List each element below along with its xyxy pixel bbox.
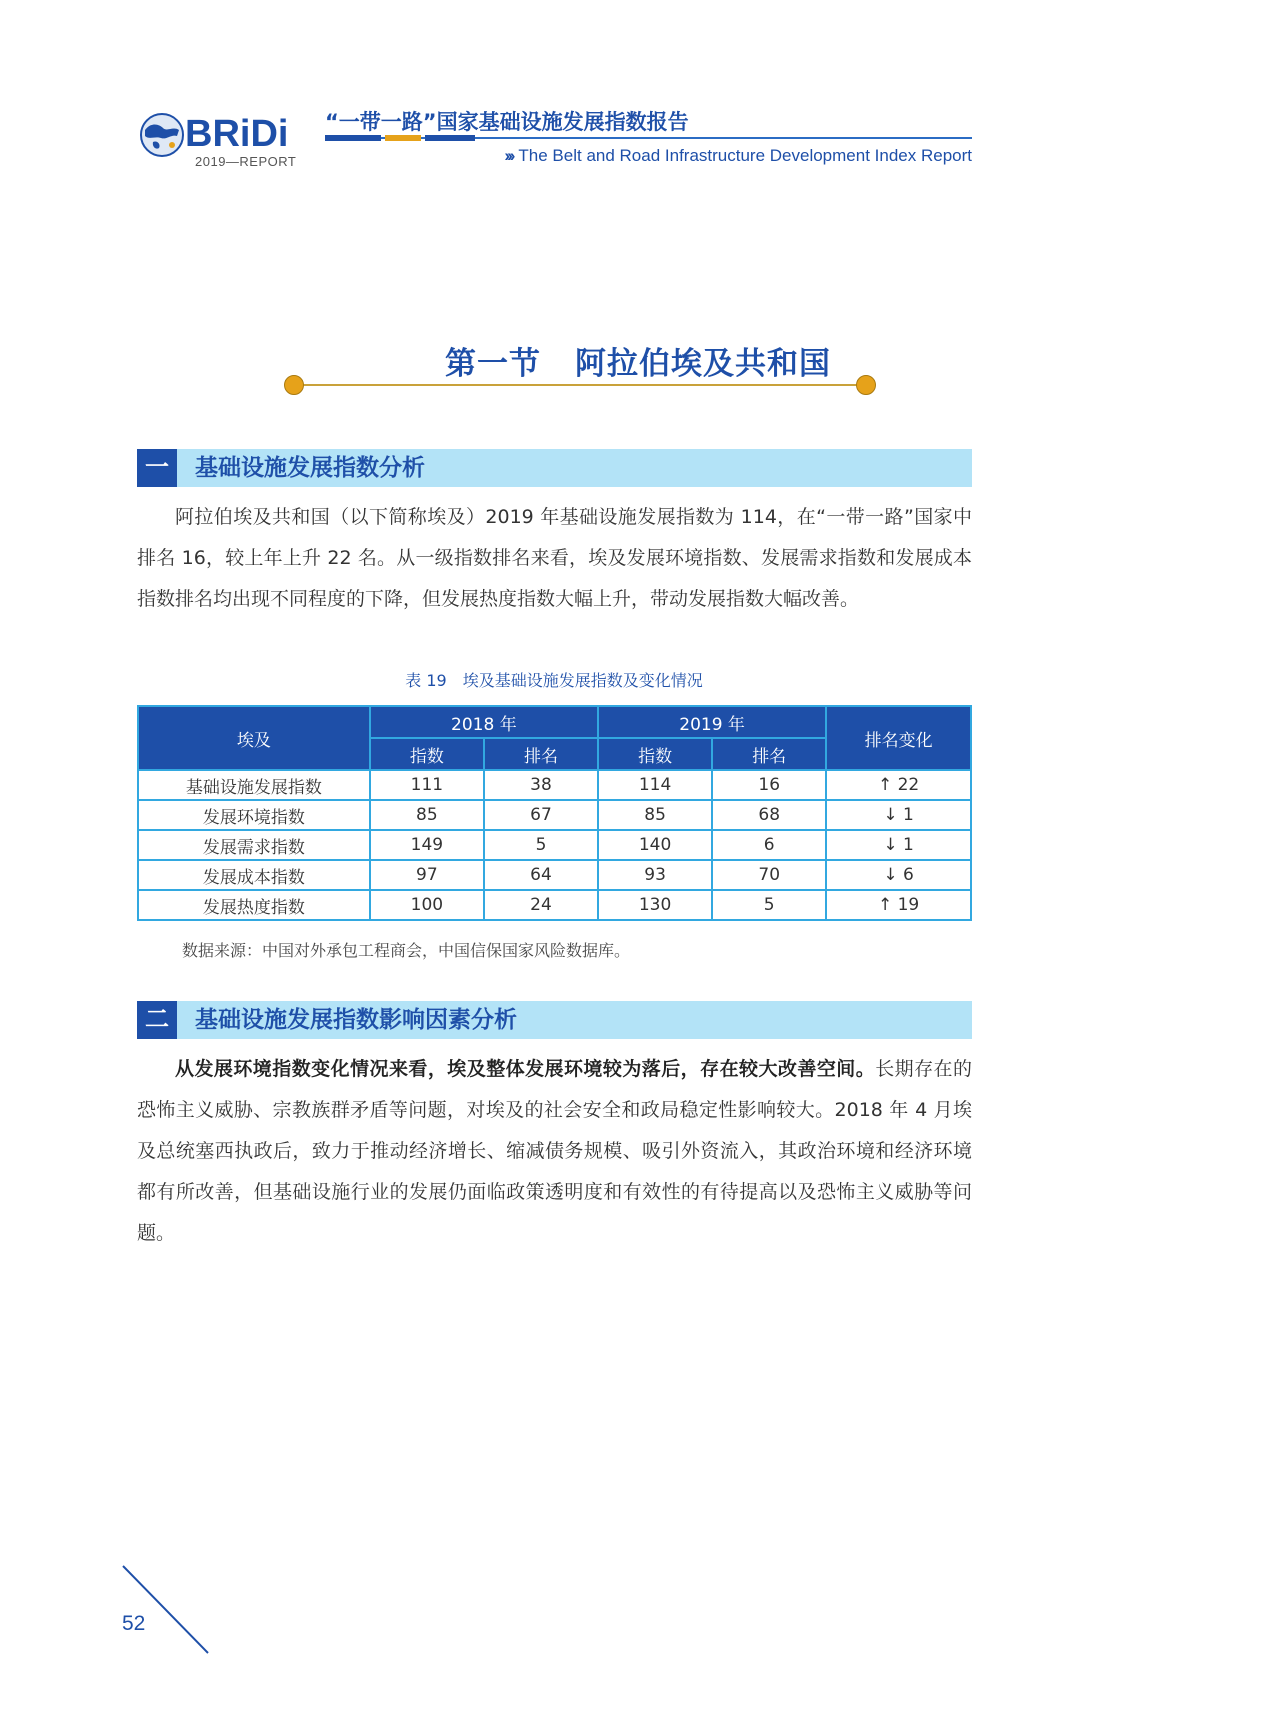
cell-index-2018: 149 [370, 830, 484, 860]
cell-index-2018: 85 [370, 800, 484, 830]
logo-wordmark: BRiDi [185, 113, 289, 155]
cell-index-2018: 97 [370, 860, 484, 890]
cell-rank-2018: 38 [484, 770, 598, 800]
section-name: 阿拉伯埃及共和国 [575, 346, 831, 382]
row-label: 发展环境指数 [138, 800, 370, 830]
chevron-right-icon: ››› [504, 146, 513, 165]
cell-rank-2019: 68 [712, 800, 826, 830]
table-header-2019: 2019 年 [598, 706, 826, 738]
page-header [137, 100, 972, 170]
report-title-en [504, 146, 972, 166]
section-title-underline [294, 384, 866, 386]
paragraph-body: 长期存在的恐怖主义威胁、宗教族群矛盾等问题，对埃及的社会安全和政局稳定性影响较大。2018 年 4 月埃及总统塞西执政后，致力于推动经济增长、缩减债务规模、吸引外资流入，其政治环境和经济环境都有所改善，但基础设施行业的发展仍面临政策透明度和有效性的有待提高以及恐怖主义威胁等问题。 [137, 1058, 972, 1244]
cell-index-2018: 100 [370, 890, 484, 920]
table-header-rank: 排名 [712, 738, 826, 770]
table-header-2018: 2018 年 [370, 706, 598, 738]
table-header-index: 指数 [370, 738, 484, 770]
bridi-logo [137, 108, 302, 170]
subsection-number: 二 [137, 1001, 177, 1039]
table-corner-header: 埃及 [138, 706, 370, 770]
table-source-note: 数据来源：中国对外承包工程商会，中国信保国家风险数据库。 [182, 941, 631, 960]
paragraph-1 [137, 497, 972, 620]
paragraph-text: 阿拉伯埃及共和国（以下简称埃及）2019 年基础设施发展指数为 114，在“一带一路”国家中排名 16，较上年上升 22 名。从一级指数排名来看，埃及发展环境指数、发展需求指数和发展成本指数排名均出现不同程度的下降，但发展热度指数大幅上升，带动发展指数大幅改善。 [137, 506, 972, 610]
paragraph-text [137, 1049, 972, 1254]
cell-index-2019: 140 [598, 830, 712, 860]
table-header-rank: 排名 [484, 738, 598, 770]
cell-rank-2018: 64 [484, 860, 598, 890]
logo-subtitle: 2019—REPORT [195, 154, 297, 169]
row-label: 发展成本指数 [138, 860, 370, 890]
subsection-heading-2 [137, 1001, 972, 1039]
title-dot-right-icon [856, 375, 876, 395]
paragraph-lead-sentence: 从发展环境指数变化情况来看，埃及整体发展环境较为落后，存在较大改善空间。 [175, 1058, 876, 1080]
section-number: 第一节 [445, 346, 541, 382]
cell-rank-2018: 24 [484, 890, 598, 920]
cell-index-2019: 85 [598, 800, 712, 830]
cell-rank-2018: 67 [484, 800, 598, 830]
table-row [138, 860, 971, 890]
section-title [0, 338, 1276, 383]
table-row [138, 800, 971, 830]
cell-rank-2019: 70 [712, 860, 826, 890]
cell-rank-2018: 5 [484, 830, 598, 860]
subsection-title: 基础设施发展指数影响因素分析 [195, 1007, 517, 1033]
row-label: 发展需求指数 [138, 830, 370, 860]
cell-rank-2019: 5 [712, 890, 826, 920]
table-row [138, 770, 971, 800]
header-divider-accent [325, 135, 475, 141]
cell-index-2019: 114 [598, 770, 712, 800]
table-row [138, 890, 971, 920]
cell-rank-change: ↓ 6 [826, 860, 971, 890]
cell-index-2019: 93 [598, 860, 712, 890]
cell-rank-2019: 6 [712, 830, 826, 860]
paragraph-2 [137, 1049, 972, 1254]
table-caption: 表 19 埃及基础设施发展指数及变化情况 [405, 671, 703, 690]
page-number: 52 [122, 1612, 146, 1635]
cell-rank-change: ↓ 1 [826, 830, 971, 860]
globe-icon [139, 112, 185, 158]
cell-rank-change: ↑ 22 [826, 770, 971, 800]
title-dot-left-icon [284, 375, 304, 395]
cell-index-2018: 111 [370, 770, 484, 800]
subsection-number: 一 [137, 449, 177, 487]
row-label: 发展热度指数 [138, 890, 370, 920]
table-header-change: 排名变化 [826, 706, 971, 770]
table-header-index: 指数 [598, 738, 712, 770]
cell-rank-change: ↓ 1 [826, 800, 971, 830]
report-title-cn: “一带一路”国家基础设施发展指数报告 [325, 110, 689, 134]
cell-rank-2019: 16 [712, 770, 826, 800]
cell-rank-change: ↑ 19 [826, 890, 971, 920]
subsection-title: 基础设施发展指数分析 [195, 455, 425, 481]
table-row [138, 830, 971, 860]
index-table [137, 705, 972, 921]
row-label: 基础设施发展指数 [138, 770, 370, 800]
subsection-heading-1 [137, 449, 972, 487]
cell-index-2019: 130 [598, 890, 712, 920]
report-title-en-text: The Belt and Road Infrastructure Development Index Report [518, 146, 972, 165]
